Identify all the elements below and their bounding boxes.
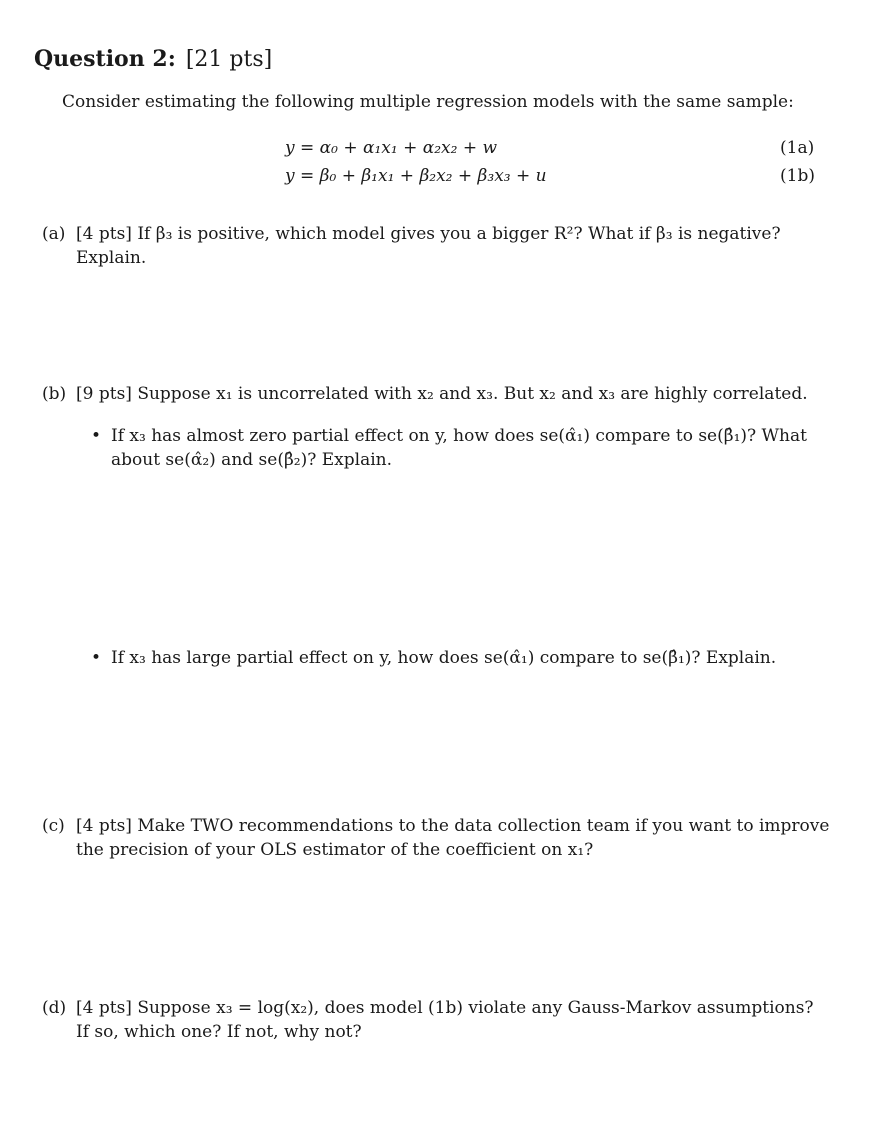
equation-1a: y = α₀ + α₁x₁ + α₂x₂ + w: [285, 138, 498, 158]
part-b-bullet-1-line1: If x₃ has almost zero partial effect on y, how does se(α̂₁) compare to se(β̂₁)? What: [111, 426, 807, 446]
part-d-line1: [4 pts] Suppose x₃ = log(x₂), does model (1b) violate any Gauss-Markov assumptions?: [76, 998, 814, 1018]
intro-text: Consider estimating the following multiple regression models with the same sample:: [62, 92, 794, 112]
question-title: [34, 46, 272, 72]
question-label: Question 2:: [34, 46, 176, 72]
part-b-bullet-2: [91, 646, 831, 670]
part-b-label: (b): [42, 384, 67, 404]
part-b-bullet-2-text: If x₃ has large partial effect on y, how does se(α̂₁) compare to se(β̂₁)? Explain.: [111, 648, 777, 668]
part-b-bullet-1-line2: about se(α̂₂) and se(β̂₂)? Explain.: [111, 450, 393, 470]
part-d: [42, 996, 832, 1044]
part-a-line2: Explain.: [76, 248, 147, 268]
part-c-line2: the precision of your OLS estimator of the coefficient on x₁?: [76, 840, 594, 860]
bullet-dot: •: [91, 648, 102, 668]
part-d-label: (d): [42, 998, 67, 1018]
part-b-line1: [9 pts] Suppose x₁ is uncorrelated with x₂ and x₃. But x₂ and x₃ are highly correlated.: [76, 384, 808, 404]
bullet-dot: •: [91, 426, 102, 446]
part-a: [42, 222, 832, 270]
part-a-line1: [4 pts] If β₃ is positive, which model gives you a bigger R²? What if β₃ is negative?: [76, 224, 781, 244]
equation-1b: y = β₀ + β₁x₁ + β₂x₂ + β₃x₃ + u: [285, 166, 547, 186]
part-b-bullet-1: [91, 424, 831, 472]
question-points: [21 pts]: [185, 47, 273, 72]
part-a-label: (a): [42, 224, 66, 244]
part-c-line1: [4 pts] Make TWO recommendations to the data collection team if you want to improve: [76, 816, 830, 836]
equation-1b-number: (1b): [780, 166, 815, 186]
part-b: [42, 382, 832, 406]
part-c: [42, 814, 832, 862]
part-c-label: (c): [42, 816, 65, 836]
part-d-line2: If so, which one? If not, why not?: [76, 1022, 362, 1042]
equation-1a-number: (1a): [780, 138, 815, 158]
